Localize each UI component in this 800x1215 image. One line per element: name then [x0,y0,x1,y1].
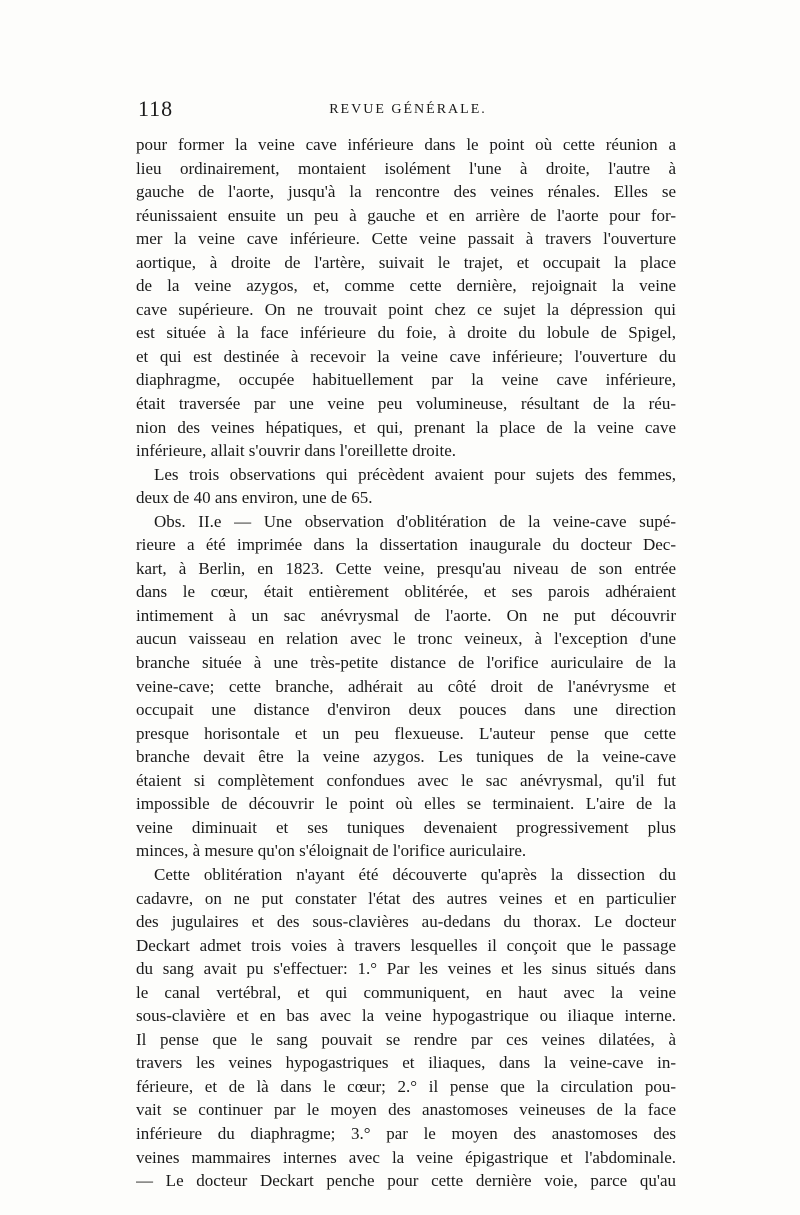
text-line: aucun vaisseau en relation avec le tronc veineux, à l'exception d'une [136,629,676,649]
text-line: le canal vertébral, et qui communiquent, en haut avec la veine [136,982,676,1002]
text-line: lieu ordinairement, montaient isolément l'une à droite, l'autre à [136,158,676,178]
text-line: deux de 40 ans environ, une de 65. [136,488,373,508]
text-line: travers les veines hypogastriques et iliaques, dans la veine-cave in- [136,1053,676,1073]
text-line: occupait une distance d'environ deux pouces dans une direction [136,700,676,720]
text-line: dans le cœur, était entièrement oblitérée, et ses parois adhéraient [136,582,676,602]
text-line: pour former la veine cave inférieure dans le point où cette réunion a [136,135,676,154]
text-line: diaphragme, occupée habituellement par la veine cave inférieure, [136,370,676,390]
body-text [136,133,676,1193]
text-line: de la veine azygos, et, comme cette dernière, rejoignait la veine [136,276,676,296]
text-line: férieure, et de là dans le cœur; 2.° il pense que la circulation pou- [136,1076,676,1096]
text-line: nion des veines hépatiques, et qui, prenant la place de la veine cave [136,417,676,437]
running-title: REVUE GÉNÉRALE. [329,102,487,117]
text-line: veines mammaires internes avec la veine épigastrique et l'abdominale. [136,1147,676,1167]
text-line: veine-cave; cette branche, adhérait au côté droit de l'anévrysme et [136,676,676,696]
text-line: presque horisontale et un peu flexueuse. L'auteur pense que cette [136,723,676,743]
text-line: veine diminuait et ses tuniques devenaient progressivement plus [136,817,676,837]
page-number: 118 [138,96,174,121]
text-line: inférieure du diaphragme; 3.° par le moyen des anastomoses des [136,1123,676,1143]
text-line: inférieure, allait s'ouvrir dans l'oreillette droite. [136,441,457,461]
text-line: réunissaient ensuite un peu à gauche et en arrière de l'aorte pour for- [136,205,676,225]
text-line: du sang avait pu s'effectuer: 1.° Par les veines et les sinus situés dans [136,959,676,979]
text-line: Cette oblitération n'ayant été découverte qu'après la dissection du [154,864,676,884]
text-line: aortique, à droite de l'artère, suivait le trajet, et occupait la place [136,252,676,272]
text-line: cave supérieure. On ne trouvait point chez ce sujet la dépression qui [136,299,676,319]
text-line: sous-clavière et en bas avec la veine hypogastrique ou iliaque interne. [136,1006,676,1026]
text-line: des jugulaires et des sous-clavières au-dedans du thorax. Le docteur [136,912,676,932]
text-line: est située à la face inférieure du foie, à droite du lobule de Spigel, [136,323,676,343]
text-line: intimement à un sac anévrysmal de l'aorte. On ne put découvrir [136,605,676,625]
text-line: branche située à une très-petite distance de l'orifice auriculaire de la [136,653,676,673]
text-line: rieure a été imprimée dans la dissertation inaugurale du docteur Dec- [136,535,676,555]
page-header [138,96,678,126]
text-line: branche devait être la veine azygos. Les tuniques de la veine-cave [136,747,676,767]
text-line: gauche de l'aorte, jusqu'à la rencontre des veines rénales. Elles se [136,182,676,202]
text-line: et qui est destinée à recevoir la veine cave inférieure; l'ouverture du [136,346,676,366]
text-line: cadavre, on ne put constater l'état des autres veines et en particulier [136,888,676,908]
text-line: Deckart admet trois voies à travers lesquelles il conçoit que le passage [136,935,676,955]
text-line: Obs. II.e — Une observation d'oblitération de la veine-cave supé- [154,511,676,531]
text-line: Les trois observations qui précèdent avaient pour sujets des femmes, [154,464,676,484]
text-line: mer la veine cave inférieure. Cette veine passait à travers l'ouverture [136,229,676,249]
text-line: kart, à Berlin, en 1823. Cette veine, presqu'au niveau de son entrée [136,558,676,578]
text-line: vait se continuer par le moyen des anastomoses veineuses de la face [136,1100,676,1120]
text-line: impossible de découvrir le point où elles se terminaient. L'aire de la [136,794,676,814]
text-line: étaient si complètement confondues avec le sac anévrysmal, qu'il fut [136,770,676,790]
text-line: était traversée par une veine peu volumineuse, résultant de la réu- [136,394,676,414]
text-line: — Le docteur Deckart penche pour cette dernière voie, parce qu'au [136,1171,676,1191]
text-line: Il pense que le sang pouvait se rendre par ces veines dilatées, à [136,1029,676,1049]
text-line: minces, à mesure qu'on s'éloignait de l'orifice auriculaire. [136,841,527,861]
